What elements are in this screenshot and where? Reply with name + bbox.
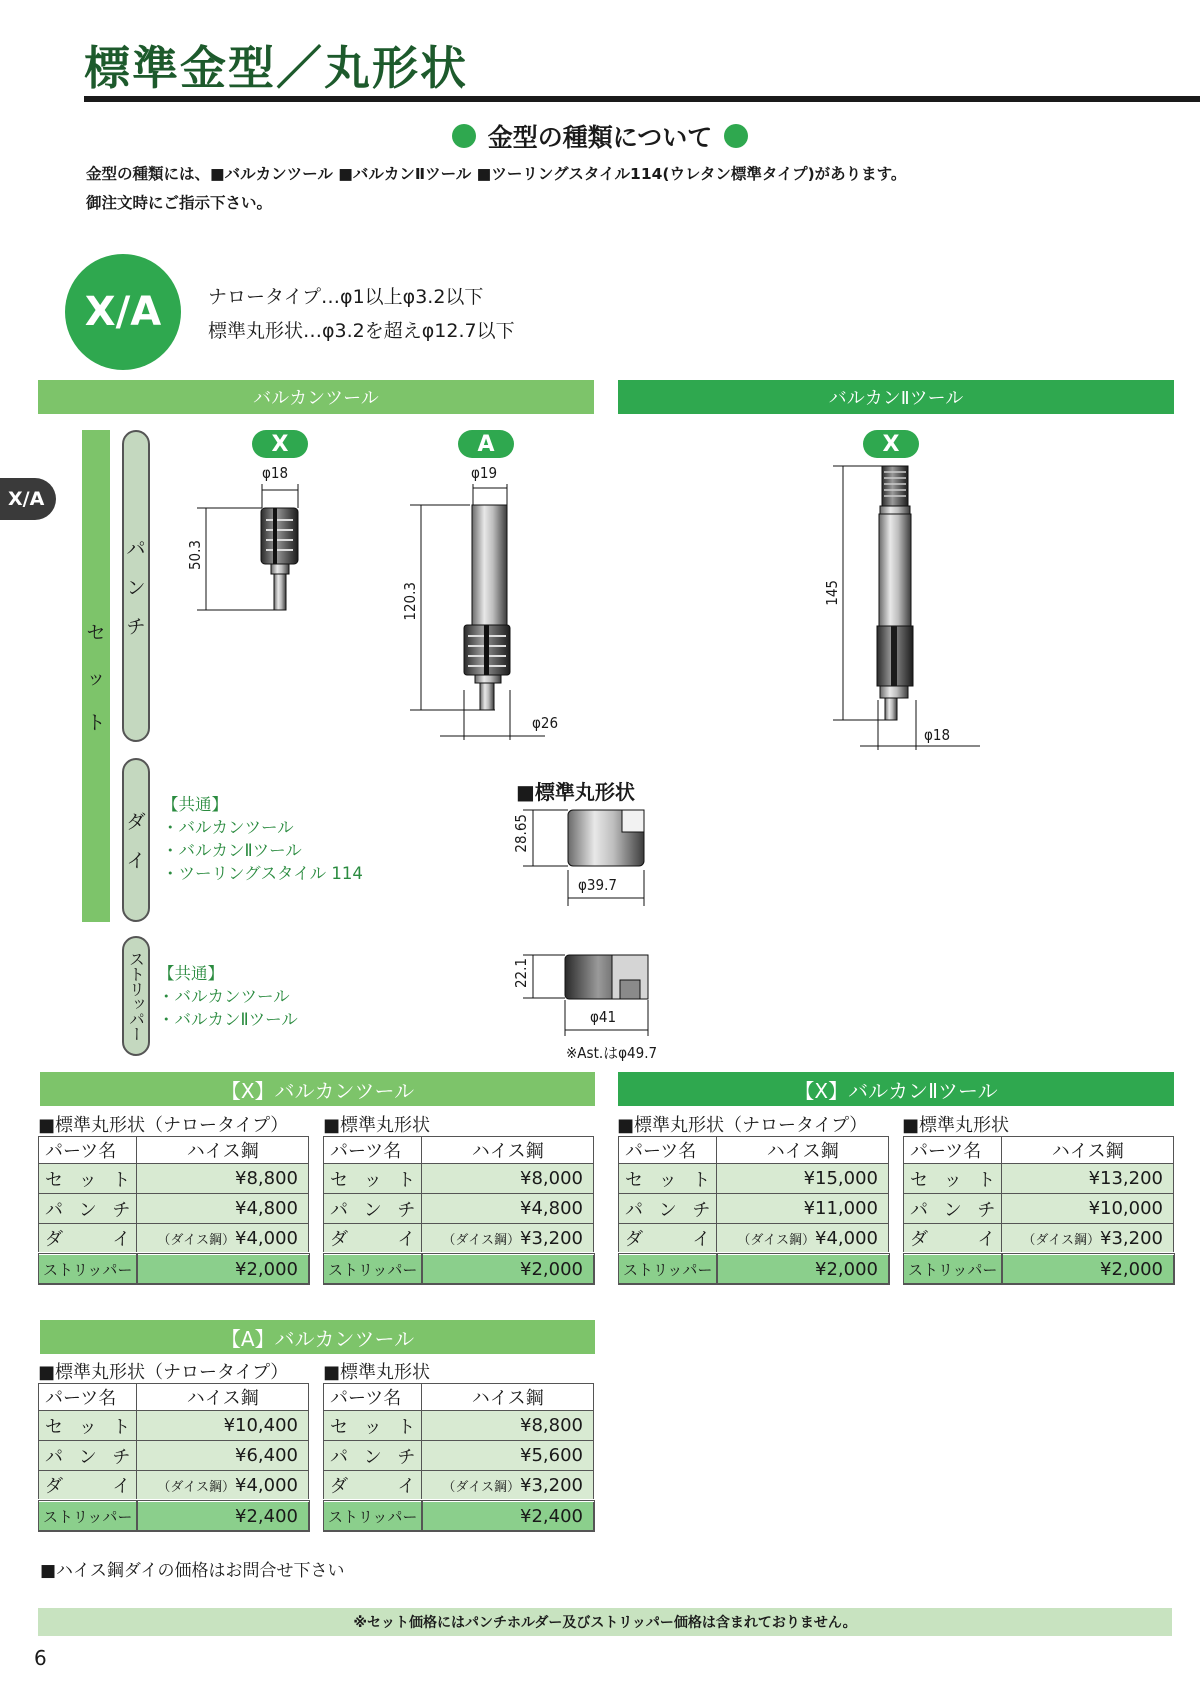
price-table: パーツ名 ハイス鋼 セット ¥10,400 パンチ ¥6,400 ダイ （ダイス鋼）¥4,000 ストリッパー ¥2,400 xyxy=(38,1383,309,1531)
xa-description-2: 標準丸形状…φ3.2を超えφ12.7以下 xyxy=(208,320,515,342)
intro-text-2: 御注文時にご指示下さい。 xyxy=(86,194,273,212)
price-table: パーツ名 ハイス鋼 セット ¥8,800 パンチ ¥5,600 ダイ （ダイス鋼）¥3,200 ストリッパー ¥2,400 xyxy=(323,1383,594,1531)
dim-die-diameter: φ39.7 xyxy=(578,876,617,894)
section-heading: 金型の種類について xyxy=(0,118,1200,154)
side-tab[interactable]: X/A xyxy=(0,478,56,520)
price-section-x-vulcan2: 【X】バルカンⅡツール xyxy=(618,1072,1174,1106)
price-table: パーツ名 ハイス鋼 セット ¥8,000 パンチ ¥4,800 ダイ （ダイス鋼）¥3,200 ストリッパー ¥2,000 xyxy=(323,1136,594,1284)
die-common-list: 【共通】 ・バルカンツール ・バルカンⅡツール ・ツーリングスタイル 114 xyxy=(162,795,363,883)
page-number: 6 xyxy=(34,1646,47,1670)
dim-v2-length: 145 xyxy=(823,580,841,606)
a-badge: A xyxy=(458,430,514,458)
dim-stripper-diameter: φ41 xyxy=(590,1008,617,1026)
price-section-a-vulcan: 【A】バルカンツール xyxy=(40,1320,595,1354)
die-label: ダ イ xyxy=(122,758,150,922)
xa-description-1: ナロータイプ…φ1以上φ3.2以下 xyxy=(208,286,484,308)
table-caption: ■標準丸形状（ナロータイプ） xyxy=(617,1115,868,1136)
die-shape-title: ■標準丸形状 xyxy=(516,780,635,804)
xa-badge: X/A xyxy=(65,254,181,370)
table-caption: ■標準丸形状（ナロータイプ） xyxy=(38,1362,289,1383)
die-price-note: ■ハイス鋼ダイの価格はお問合せ下さい xyxy=(40,1561,345,1581)
dim-die-height: 28.65 xyxy=(512,814,530,853)
stripper-common-list: 【共通】 ・バルカンツール ・バルカンⅡツール xyxy=(158,964,298,1029)
x2-badge: X xyxy=(863,430,919,458)
dim-a-diameter: φ19 xyxy=(471,464,498,482)
page-title: 標準金型／丸形状 xyxy=(84,41,468,95)
set-label: セ ッ ト xyxy=(82,430,110,922)
dim-a-length: 120.3 xyxy=(401,582,419,621)
vulcan2-band: バルカンⅡツール xyxy=(618,380,1174,414)
table-caption: ■標準丸形状 xyxy=(323,1362,431,1383)
dim-v2-base: φ18 xyxy=(924,726,951,744)
stripper-note: ※Ast.はφ49.7 xyxy=(566,1044,658,1062)
price-table: パーツ名 ハイス鋼 セット ¥15,000 パンチ ¥11,000 ダイ （ダイス鋼）¥4,000 ストリッパー ¥2,000 xyxy=(618,1136,889,1284)
table-caption: ■標準丸形状（ナロータイプ） xyxy=(38,1115,289,1136)
punch-label: パ ン チ xyxy=(122,430,150,742)
x-badge: X xyxy=(252,430,308,458)
price-section-x-vulcan: 【X】バルカンツール xyxy=(40,1072,595,1106)
dim-x-diameter: φ18 xyxy=(262,464,289,482)
vulcan-band: バルカンツール xyxy=(38,380,594,414)
dim-x-length: 50.3 xyxy=(186,540,204,571)
dim-stripper-height: 22.1 xyxy=(512,958,530,989)
price-table: パーツ名 ハイス鋼 セット ¥8,800 パンチ ¥4,800 ダイ （ダイス鋼）¥4,000 ストリッパー ¥2,000 xyxy=(38,1136,309,1284)
footer-note: ※セット価格にはパンチホルダー及びストリッパー価格は含まれておりません。 xyxy=(38,1608,1172,1636)
table-caption: ■標準丸形状 xyxy=(902,1115,1010,1136)
table-caption: ■標準丸形状 xyxy=(323,1115,431,1136)
intro-text: 金型の種類には、■バルカンツール ■バルカンⅡツール ■ツーリングスタイル114(ウレタン標準タイプ)があります。 xyxy=(86,165,907,183)
stripper-label: ストリッパー xyxy=(122,936,150,1056)
price-table: パーツ名 ハイス鋼 セット ¥13,200 パンチ ¥10,000 ダイ （ダイス鋼）¥3,200 ストリッパー ¥2,000 xyxy=(903,1136,1174,1284)
dim-a-base: φ26 xyxy=(532,714,559,732)
